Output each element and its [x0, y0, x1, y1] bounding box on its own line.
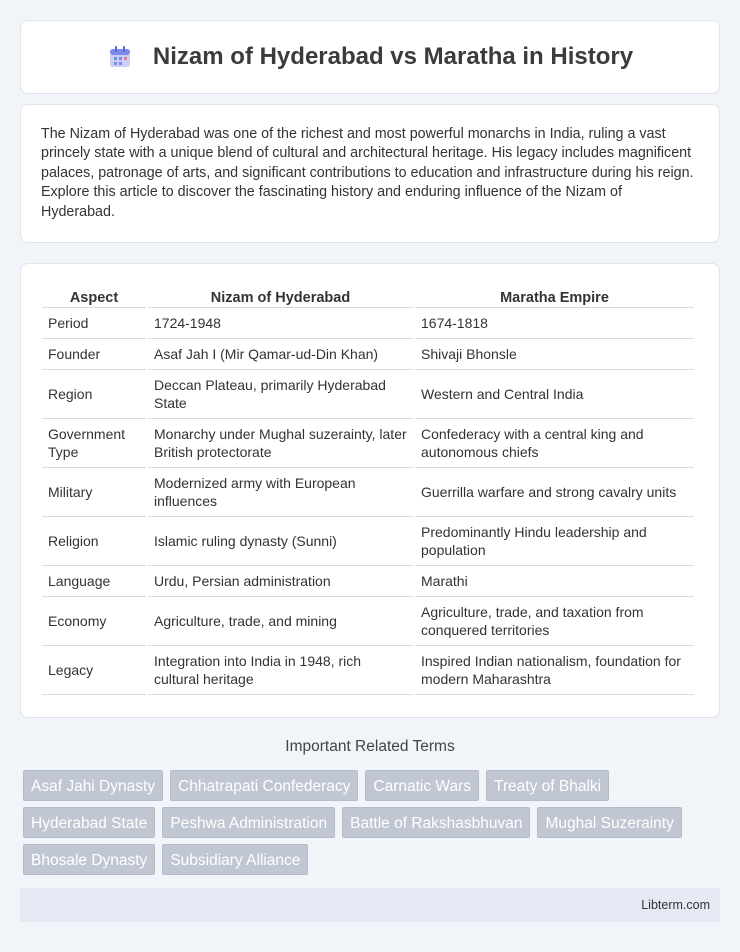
nizam-cell: Deccan Plateau, primarily Hyderabad State	[148, 370, 413, 419]
table-row	[42, 419, 694, 468]
aspect-cell: Language	[42, 566, 146, 597]
page-title: Nizam of Hyderabad vs Maratha in History	[152, 43, 634, 70]
title-card	[20, 20, 720, 94]
maratha-cell: Confederacy with a central king and autonomous chiefs	[415, 419, 694, 468]
tag-chhatrapati-confederacy[interactable]: Chhatrapati Confederacy	[170, 770, 358, 801]
tag-row	[23, 844, 308, 875]
aspect-cell: Religion	[42, 517, 146, 566]
tag-battle-of-rakshasbhuvan[interactable]: Battle of Rakshasbhuvan	[342, 807, 530, 838]
nizam-cell: Modernized army with European influences	[148, 468, 413, 517]
maratha-cell: 1674-1818	[415, 308, 694, 339]
footer	[20, 888, 720, 922]
tag-asaf-jahi-dynasty[interactable]: Asaf Jahi Dynasty	[23, 770, 163, 801]
tag-hyderabad-state[interactable]: Hyderabad State	[23, 807, 155, 838]
tag-carnatic-wars[interactable]: Carnatic Wars	[365, 770, 479, 801]
tag-row	[23, 807, 682, 838]
comparison-table	[40, 284, 696, 695]
footer-site-link[interactable]: Libterm.com	[641, 898, 710, 912]
nizam-cell: Integration into India in 1948, rich cultural heritage	[148, 646, 413, 695]
tag-treaty-of-bhalki[interactable]: Treaty of Bhalki	[486, 770, 609, 801]
aspect-cell: Economy	[42, 597, 146, 646]
tag-row	[23, 770, 609, 801]
header-maratha: Maratha Empire	[415, 284, 694, 308]
maratha-cell: Shivaji Bhonsle	[415, 339, 694, 370]
table-header-row	[42, 284, 694, 308]
nizam-cell: Islamic ruling dynasty (Sunni)	[148, 517, 413, 566]
aspect-cell: Region	[42, 370, 146, 419]
maratha-cell: Inspired Indian nationalism, foundation for modern Maharashtra	[415, 646, 694, 695]
tag-subsidiary-alliance[interactable]: Subsidiary Alliance	[162, 844, 308, 875]
table-row	[42, 370, 694, 419]
related-terms-title: Important Related Terms	[285, 738, 455, 755]
aspect-cell: Period	[42, 308, 146, 339]
table-row	[42, 468, 694, 517]
tag-mughal-suzerainty[interactable]: Mughal Suzerainty	[537, 807, 681, 838]
aspect-cell: Founder	[42, 339, 146, 370]
maratha-cell: Predominantly Hindu leadership and population	[415, 517, 694, 566]
header-aspect: Aspect	[42, 284, 146, 308]
table-row	[42, 566, 694, 597]
maratha-cell: Agriculture, trade, and taxation from conquered territories	[415, 597, 694, 646]
nizam-cell: Asaf Jah I (Mir Qamar-ud-Din Khan)	[148, 339, 413, 370]
aspect-cell: Military	[42, 468, 146, 517]
aspect-cell: Legacy	[42, 646, 146, 695]
tag-peshwa-administration[interactable]: Peshwa Administration	[162, 807, 335, 838]
maratha-cell: Western and Central India	[415, 370, 694, 419]
tag-bhosale-dynasty[interactable]: Bhosale Dynasty	[23, 844, 155, 875]
table-row	[42, 597, 694, 646]
calendar-icon	[107, 44, 133, 70]
nizam-cell: 1724-1948	[148, 308, 413, 339]
maratha-cell: Marathi	[415, 566, 694, 597]
table-row	[42, 308, 694, 339]
table-row	[42, 646, 694, 695]
intro-paragraph: The Nizam of Hyderabad was one of the richest and most powerful monarchs in India, ruling a vast princely state with a unique blend of cultural and architectural heritage. His legacy includes magnificent palaces, patronage of arts, and significant contributions to education and infrastructure during his reign. Explore this article to discover the fascinating history and enduring influence of the Nizam of Hyderabad.	[41, 126, 694, 220]
intro-card	[20, 104, 720, 243]
table-row	[42, 339, 694, 370]
nizam-cell: Monarchy under Mughal suzerainty, later British protectorate	[148, 419, 413, 468]
table-row	[42, 517, 694, 566]
nizam-cell: Urdu, Persian administration	[148, 566, 413, 597]
aspect-cell: Government Type	[42, 419, 146, 468]
header-nizam: Nizam of Hyderabad	[148, 284, 413, 308]
nizam-cell: Agriculture, trade, and mining	[148, 597, 413, 646]
maratha-cell: Guerrilla warfare and strong cavalry units	[415, 468, 694, 517]
comparison-card	[20, 263, 720, 718]
